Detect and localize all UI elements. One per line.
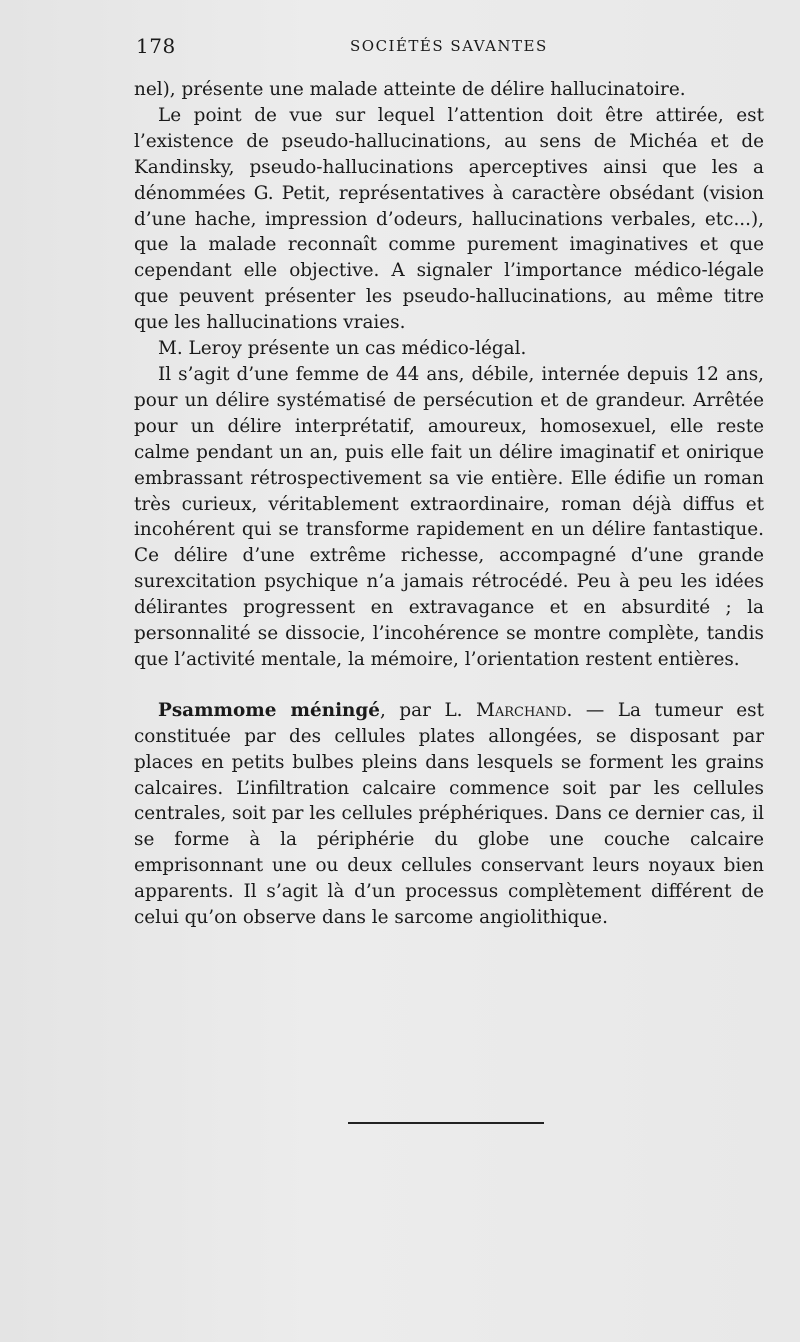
running-head: SOCIÉTÉS SAVANTES bbox=[350, 37, 548, 55]
article-byline: , par L. bbox=[380, 699, 477, 721]
page-header bbox=[136, 34, 764, 64]
paragraph-psammome bbox=[134, 698, 764, 931]
paragraph-pseudo-hallucinations: Le point de vue sur lequel l’attention doit être attirée, est l’existence de pseudo-hallucinations, au sens de Michéa et de Kandinsky, pseudo-hallucinations aperceptives ainsi que les a dénommées G. Petit, représentatives à caractère obsédant (vision d’une hache, impression d’odeurs, hallucinations verbales, etc...), que la malade reconnaît comme purement imaginatives et que cependant elle objective. A signaler l’importance médico-légale que peuvent présenter les pseudo-hallucinations, au même titre que les hallucinations vraies. bbox=[134, 104, 764, 334]
page-number: 178 bbox=[136, 34, 176, 58]
paragraph-continuation: nel), présente une malade atteinte de délire hallucinatoire. bbox=[134, 79, 686, 100]
end-rule bbox=[348, 1122, 544, 1124]
article-text: . — La tumeur est constituée par des cellules plates allongées, se disposant par places en petits bulbes pleins dans lesquels se forment les grains calcaires. L’infiltration calcaire commence soit par les cellules centrales, soit par les cellules préphériques. Dans ce dernier cas, il se forme à la périphérie du globe une couche calcaire emprisonnant une ou deux cellules conservant leurs noyaux bien apparents. Il s’agit là d’un processus complètement différent de celui qu’on observe dans le sarcome angiolithique. bbox=[134, 699, 764, 929]
article-author: Marchand bbox=[476, 699, 567, 721]
paragraph-case-description: Il s’agit d’une femme de 44 ans, débile, internée depuis 12 ans, pour un délire systématisé de persécution et de grandeur. Arrêtée pour un délire interprétatif, amoureux, homosexuel, elle reste calme pendant un an, puis elle fait un délire imaginatif et onirique embrassant rétrospectivement sa vie entière. Elle édifie un roman très curieux, véritablement extraordinaire, roman déjà diffus et incohérent qui se transforme rapidement en un délire fantastique. Ce délire d’une extrême richesse, accompagné d’une grande surexcitation psychique n’a jamais rétrocédé. Peu à peu les idées délirantes progressent en extravagance et en absurdité ; la personnalité se dissocie, l’incohérence se montre complète, tandis que l’activité mentale, la mémoire, l’orientation restent entières. bbox=[134, 363, 764, 670]
paragraph-leroy-case: M. Leroy présente un cas médico-légal. bbox=[158, 338, 527, 360]
article-title: Psammome méningé bbox=[158, 699, 380, 721]
section-gap bbox=[134, 673, 764, 698]
body-text bbox=[134, 77, 764, 931]
